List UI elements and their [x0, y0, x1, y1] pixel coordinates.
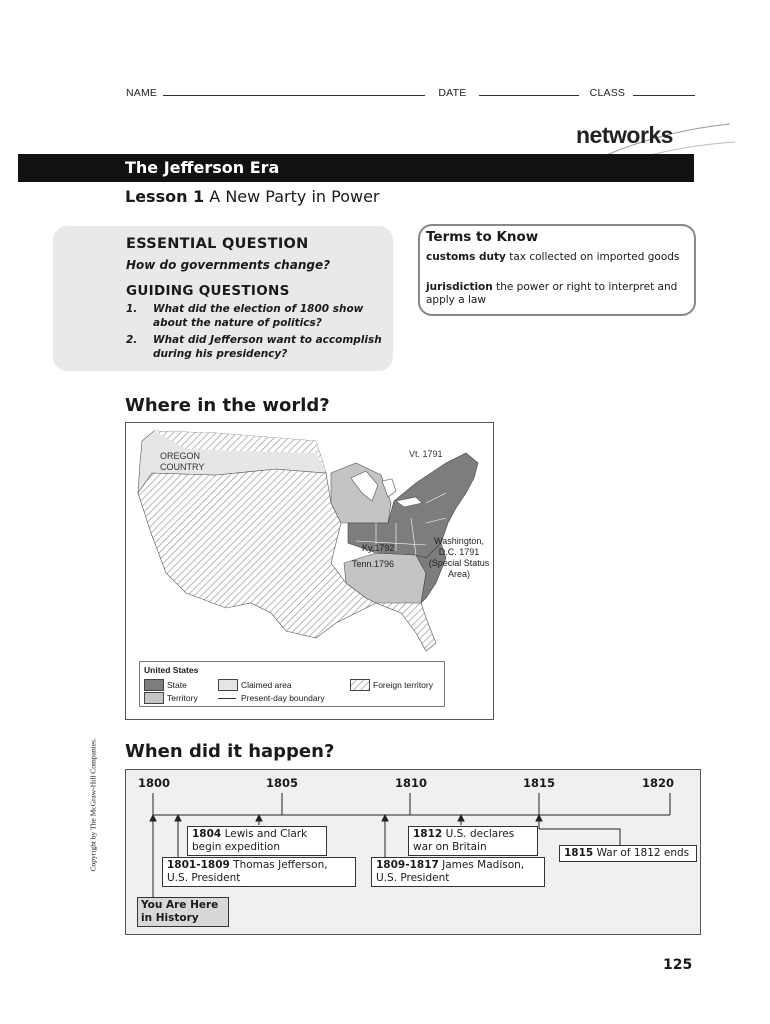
legend-swatch-territory — [144, 692, 164, 704]
map-label-dc: Washington, D.C. 1791 (Special Status Area) — [428, 536, 490, 579]
legend-swatch-claimed — [218, 679, 238, 691]
legend-state: State — [167, 680, 187, 690]
map-label-tenn: Tenn.1796 — [352, 559, 395, 569]
terms-title: Terms to Know — [426, 229, 539, 245]
guiding-question: 1. What did the election of 1800 show about the nature of politics? — [126, 303, 364, 329]
lesson-title: A New Party in Power — [209, 187, 380, 206]
event-1812: 1812 U.S. declares war on Britain — [408, 826, 538, 856]
year-1820: 1820 — [642, 776, 675, 790]
copyright-notice: Copyright by The McGraw-Hill Companies. — [88, 738, 98, 872]
year-1800: 1800 — [138, 776, 171, 790]
class-label: CLASS — [589, 87, 626, 99]
legend-territory: Territory — [167, 693, 198, 703]
name-line[interactable] — [163, 86, 425, 96]
legend-swatch-foreign — [350, 679, 370, 691]
page-number: 125 — [663, 957, 693, 973]
term-jurisdiction: jurisdiction the power or right to interpret and apply a law — [426, 281, 678, 306]
map-legend — [139, 661, 445, 707]
name-label: NAME — [126, 87, 158, 99]
map-label-vt: Vt. 1791 — [409, 449, 443, 459]
you-are-here-badge: You Are Here in History — [137, 897, 229, 927]
networks-logo: networks — [576, 122, 673, 148]
lesson-number: Lesson 1 — [125, 187, 205, 206]
class-line[interactable] — [633, 86, 695, 96]
legend-boundary: Present-day boundary — [241, 693, 325, 703]
legend-swatch-boundary — [218, 698, 236, 699]
where-heading: Where in the world? — [125, 395, 330, 416]
year-1815: 1815 — [523, 776, 556, 790]
lesson-heading — [125, 187, 379, 206]
guiding-questions-title: GUIDING QUESTIONS — [126, 283, 290, 299]
legend-foreign: Foreign territory — [373, 680, 433, 690]
legend-claimed: Claimed area — [241, 680, 292, 690]
student-info-row — [126, 86, 695, 99]
legend-swatch-state — [144, 679, 164, 691]
essential-question-title: ESSENTIAL QUESTION — [126, 236, 309, 252]
florida — [376, 603, 436, 651]
date-line[interactable] — [479, 86, 579, 96]
when-heading: When did it happen? — [125, 741, 335, 762]
legend-title: United States — [144, 665, 199, 675]
event-1804: 1804 Lewis and Clark begin expedition — [187, 826, 327, 856]
guiding-questions-list — [126, 302, 386, 364]
event-1815: 1815 War of 1812 ends — [559, 845, 697, 862]
chapter-title: The Jefferson Era — [125, 158, 280, 177]
term-customs-duty: customs duty tax collected on imported goods — [426, 251, 680, 263]
map-label-oregon: OREGON COUNTRY — [160, 451, 205, 472]
event-1809-1817: 1809-1817 James Madison, U.S. President — [371, 857, 545, 887]
event-1801-1809: 1801-1809 Thomas Jefferson, U.S. President — [162, 857, 356, 887]
essential-question-text: How do governments change? — [126, 258, 331, 272]
northwest-territory — [331, 463, 391, 523]
map-label-ky: Ky.1792 — [362, 543, 395, 553]
year-1810: 1810 — [395, 776, 428, 790]
year-1805: 1805 — [266, 776, 299, 790]
date-label: DATE — [438, 87, 467, 99]
guiding-question: 2. What did Jefferson want to accomplish during his presidency? — [126, 334, 382, 360]
chapter-title-bar — [18, 154, 694, 182]
